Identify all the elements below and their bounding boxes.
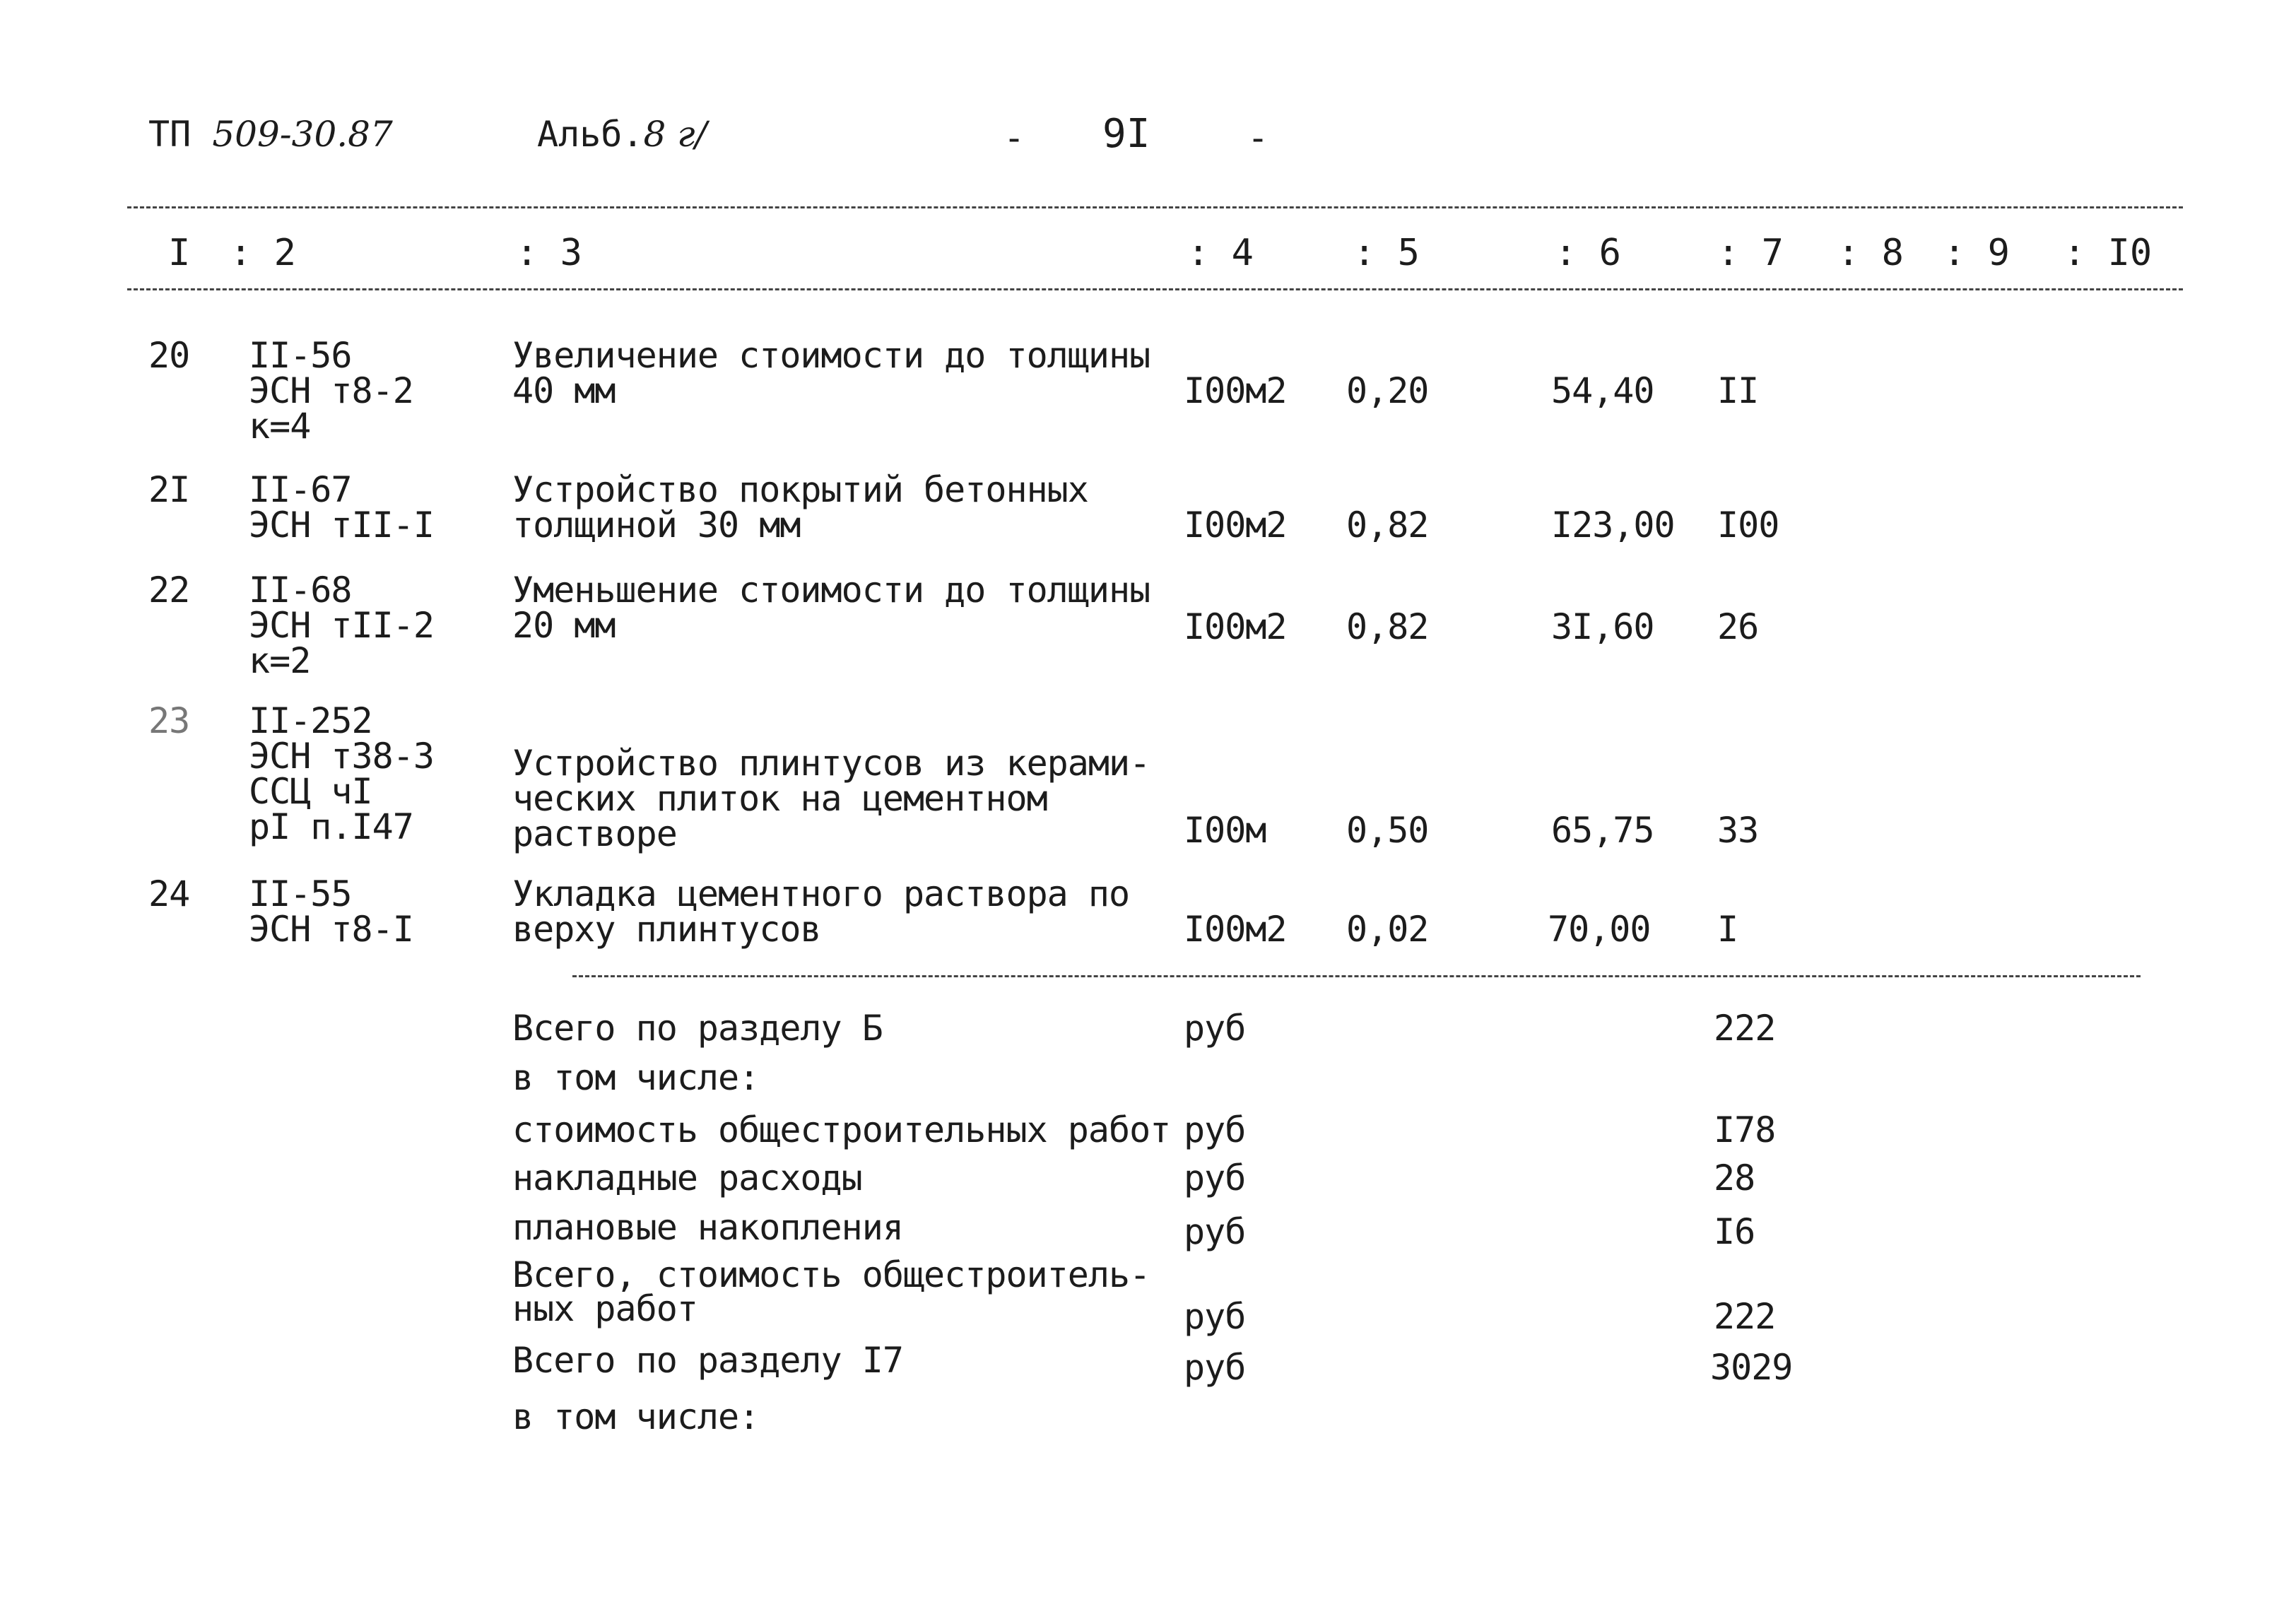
- col-head-10: : I0: [2064, 232, 2153, 274]
- dash-left: -: [1003, 117, 1025, 158]
- dash-right: -: [1247, 117, 1269, 158]
- summary-total: 3029: [1710, 1347, 1793, 1388]
- row-description: Устройство покрытий бетонных толщиной 30 мм: [512, 469, 1088, 546]
- row-code: II-67 ЭСН тII-I: [249, 469, 434, 546]
- summary-total: I78: [1714, 1109, 1776, 1150]
- page-number: 9I: [1102, 111, 1150, 157]
- row-total: II: [1717, 370, 1759, 411]
- col-head-5: : 5: [1353, 232, 1420, 274]
- doc-album: [537, 113, 707, 155]
- col-head-1: I: [168, 232, 191, 274]
- row-unit: I00м2: [1184, 606, 1287, 647]
- row-num: 22: [148, 570, 190, 611]
- col-head-2: : 2: [230, 232, 296, 274]
- row-num: 2I: [148, 469, 190, 510]
- summary-label: стоимость общестроительных работ: [512, 1109, 1171, 1150]
- row-price: I23,00: [1551, 505, 1675, 546]
- series-number: 509-30.87: [212, 114, 393, 155]
- row-qty: 0,02: [1346, 909, 1429, 950]
- row-unit: I00м: [1184, 810, 1266, 851]
- row-description: Увеличение стоимости до толщины 40 мм: [512, 335, 1150, 411]
- summary-unit: руб: [1184, 1211, 1246, 1252]
- col-head-9: : 9: [1943, 232, 2010, 274]
- row-unit: I00м2: [1184, 909, 1287, 950]
- row-unit: I00м2: [1184, 370, 1287, 411]
- album-number: 8 г/: [643, 114, 707, 155]
- summary-label: в том числе:: [512, 1396, 760, 1437]
- row-price: 3I,60: [1551, 606, 1654, 647]
- row-total: I: [1717, 909, 1738, 950]
- row-code: II-55 ЭСН т8-I: [249, 873, 413, 950]
- row-num: 23: [148, 700, 190, 741]
- album-prefix: Альб.: [537, 114, 644, 155]
- summary-label: Всего по разделу Б: [512, 1008, 883, 1049]
- row-qty: 0,50: [1346, 810, 1429, 851]
- col-head-8: : 8: [1837, 232, 1904, 274]
- summary-unit: руб: [1184, 1347, 1246, 1388]
- row-description: Устройство плинтусов из керами- ческих плиток на цементном растворе: [512, 743, 1150, 854]
- row-qty: 0,20: [1346, 370, 1429, 411]
- row-code: II-68 ЭСН тII-2 к=2: [249, 570, 434, 681]
- summary-unit: руб: [1184, 1296, 1246, 1337]
- row-num: 20: [148, 335, 190, 376]
- header-top-rule: [127, 206, 2183, 208]
- row-total: 33: [1717, 810, 1759, 851]
- row-price: 65,75: [1551, 810, 1654, 851]
- summary-label: Всего по разделу I7: [512, 1340, 903, 1381]
- summary-divider: [572, 975, 2141, 977]
- row-qty: 0,82: [1346, 606, 1429, 647]
- summary-label: в том числе:: [512, 1057, 760, 1098]
- row-code: II-252 ЭСН т38-3 ССЦ чI рI п.I47: [249, 700, 434, 847]
- col-head-4: : 4: [1187, 232, 1254, 274]
- row-price: 54,40: [1551, 370, 1654, 411]
- row-price: 70,00: [1548, 909, 1651, 950]
- summary-label: накладные расходы: [512, 1158, 862, 1198]
- summary-total: I6: [1714, 1211, 1755, 1252]
- summary-unit: руб: [1184, 1008, 1246, 1049]
- row-qty: 0,82: [1346, 505, 1429, 546]
- row-total: 26: [1717, 606, 1759, 647]
- doc-series: [148, 113, 393, 155]
- summary-unit: руб: [1184, 1158, 1246, 1198]
- row-description: Уменьшение стоимости до толщины 20 мм: [512, 570, 1150, 646]
- summary-total: 222: [1714, 1008, 1776, 1049]
- header-bottom-rule: [127, 288, 2183, 290]
- row-num: 24: [148, 873, 190, 914]
- row-total: I00: [1717, 505, 1779, 546]
- col-head-7: : 7: [1717, 232, 1784, 274]
- summary-unit: руб: [1184, 1109, 1246, 1150]
- row-code: II-56 ЭСН т8-2 к=4: [249, 335, 413, 447]
- row-unit: I00м2: [1184, 505, 1287, 546]
- summary-label: Всего, стоимость общестроитель- ных работ: [512, 1254, 1150, 1329]
- summary-total: 28: [1714, 1158, 1755, 1198]
- col-head-6: : 6: [1555, 232, 1621, 274]
- summary-total: 222: [1714, 1296, 1776, 1337]
- summary-label: плановые накопления: [512, 1207, 903, 1248]
- row-description: Укладка цементного раствора по верху плинтусов: [512, 873, 1130, 950]
- series-prefix: ТП: [148, 114, 192, 155]
- col-head-3: : 3: [516, 232, 582, 274]
